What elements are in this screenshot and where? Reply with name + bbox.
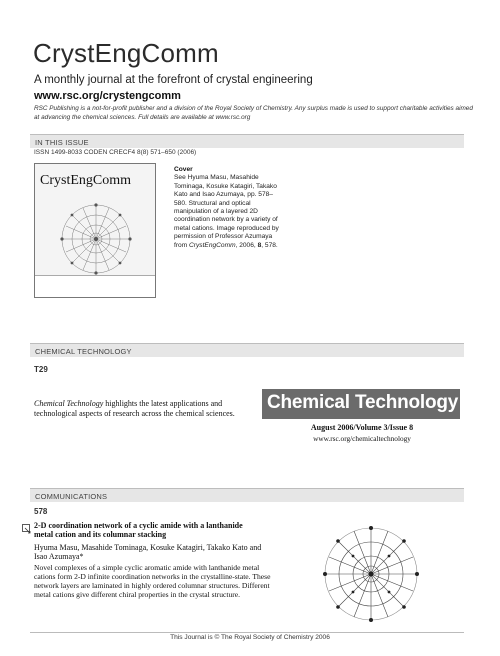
journal-subtitle: A monthly journal at the forefront of crystal engineering — [34, 74, 313, 86]
cover-image — [34, 163, 156, 298]
chemical-technology-desc-rest: highlights the latest applications and technological aspects of research across the chemical sciences. — [34, 399, 235, 418]
article-link-icon[interactable] — [22, 524, 31, 534]
cover-heading: Cover — [174, 166, 193, 173]
chemical-technology-url[interactable]: www.rsc.org/chemicaltechnology — [313, 434, 411, 443]
section-bar-communications: COMMUNICATIONS — [30, 488, 464, 502]
cover-caption-text: See Hyuma Masu, Masahide Tominaga, Kosuke Katagiri, Takako Kato and Isao Azumaya, pp. 578–580. Structural and optical manipulation of a layered 2D coordination network by a variety of metal cations. Image reproduced by permission of Professor Azumaya from — [174, 174, 279, 249]
cover-caption — [174, 174, 284, 250]
section-bar-chemical-technology: CHEMICAL TECHNOLOGY — [30, 343, 464, 357]
cover-citation-page: , 578. — [261, 241, 278, 249]
issn-line: ISSN 1499-8033 CODEN CRECF4 8(8) 571–650 (2006) — [34, 149, 197, 156]
chemical-technology-description — [34, 399, 250, 418]
cover-image-title: CrystEngComm — [40, 173, 132, 188]
chemical-technology-desc-italic: Chemical Technology — [34, 399, 104, 408]
cover-citation-volume: 8 — [257, 241, 262, 249]
article-title[interactable]: 2-D coordination network of a cyclic amide with a lanthanide metal cation and its columnar stacking — [34, 521, 243, 539]
cover-citation-journal: CrystEngComm — [189, 241, 236, 249]
article-structure-graphic — [296, 515, 446, 633]
article-page-number: 578 — [34, 507, 48, 516]
cover-footer-band — [35, 275, 155, 297]
chemical-technology-issue: August 2006/Volume 3/Issue 8 — [310, 423, 414, 432]
footer-copyright: This Journal is © The Royal Society of Chemistry 2006 — [170, 634, 330, 641]
article-authors: Hyuma Masu, Masahide Tominaga, Kosuke Katagiri, Takako Kato and Isao Azumaya* — [34, 543, 262, 561]
chemical-technology-page: T29 — [34, 365, 48, 374]
article-abstract: Novel complexes of a simple cyclic aromatic amide with lanthanide metal cations form 2-D infinite coordination networks in the crystalline-state. These network layers are laminated in highly ordered columnar structures. Different metal cations give different chiral properties in the crystal structure. — [34, 563, 271, 599]
journal-title: CrystEngComm — [33, 38, 219, 68]
cover-description — [174, 166, 284, 250]
chemical-technology-logo: Chemical Technology — [262, 389, 460, 419]
footer-divider — [30, 632, 464, 633]
section-bar-in-this-issue: IN THIS ISSUE — [30, 134, 464, 148]
journal-url[interactable]: www.rsc.org/crystengcomm — [34, 90, 181, 102]
publisher-notice: RSC Publishing is a not-for-profit publisher and a division of the Royal Society of Chemistry. Any surplus made is used to support charitable activities aimed at advancing the chemical sciences. Full details are available at www.rsc.org — [34, 105, 473, 121]
cover-citation-year: , 2006, — [235, 241, 258, 249]
